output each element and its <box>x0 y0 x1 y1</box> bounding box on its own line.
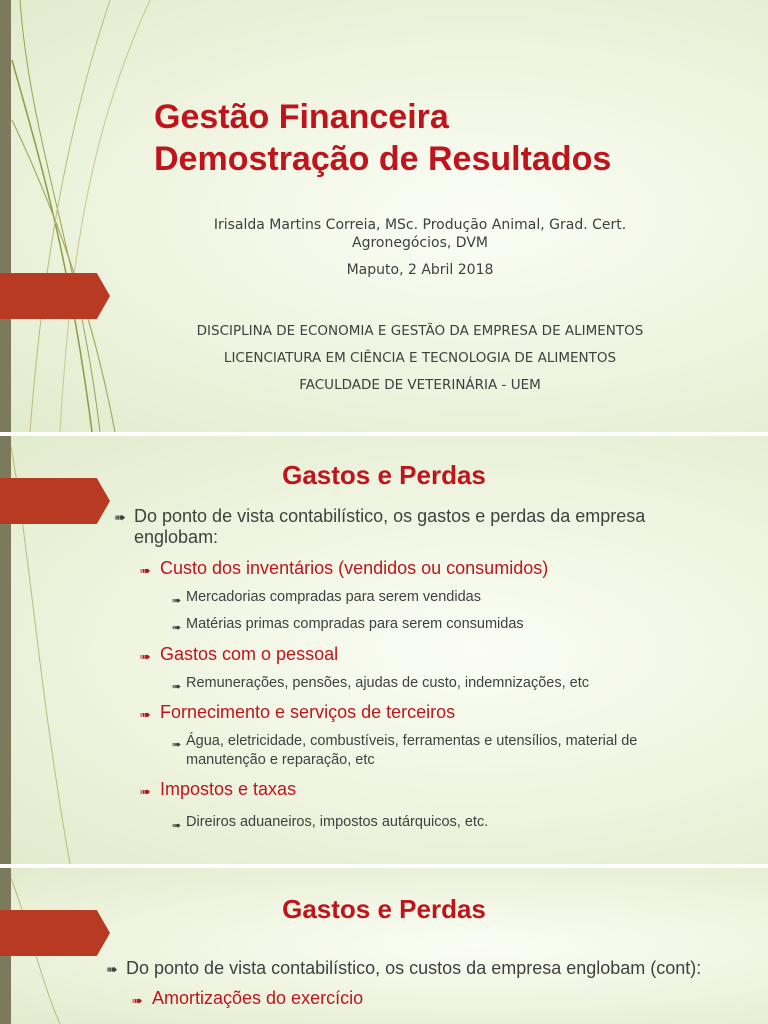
slide-title: Gastos e Perdas <box>282 460 486 490</box>
bullet-item-pessoal <box>140 644 338 668</box>
right-pointing-hand-arrow-icon: ➠ <box>140 564 151 579</box>
author-info <box>160 216 680 252</box>
bullet-item-impostos <box>140 779 296 803</box>
bullet-text: Impostos e taxas <box>160 779 297 799</box>
sub-bullet-text: Direiros aduaneiros, impostos autárquicos, etc. <box>186 814 489 830</box>
bullet-text: Do ponto de vista contabilístico, os gastos e perdas da empresa englobam: <box>134 506 646 547</box>
title-line-1: Gestão Financeira <box>154 98 449 136</box>
sub-bullet-text: Mercadorias compradas para serem vendidas <box>186 589 481 605</box>
sub-bullet <box>172 588 481 610</box>
course-info <box>160 318 680 399</box>
sub-bullet <box>172 674 589 696</box>
sub-bullet <box>172 813 488 835</box>
right-pointing-hand-arrow-icon: ➠ <box>114 510 126 526</box>
bullet-intro <box>106 958 701 981</box>
sub-bullet-text: Remunerações, pensões, ajudas de custo, indemnizações, etc <box>186 675 590 691</box>
bullet-item-amortizacoes <box>132 988 363 1012</box>
bullet-text: Amortizações do exercício <box>152 988 364 1008</box>
sub-bullet <box>172 732 712 770</box>
right-pointing-hand-arrow-icon: ➠ <box>172 738 182 751</box>
course-line-3: FACULDADE DE VETERINÁRIA - UEM <box>299 377 541 393</box>
title-slide <box>0 0 768 432</box>
author-line-2: Agronegócios, DVM <box>352 235 488 251</box>
content-slide-gastos-perdas <box>0 436 768 864</box>
bullet-intro <box>114 506 714 548</box>
right-pointing-hand-arrow-icon: ➠ <box>106 962 118 978</box>
bullet-text: Fornecimento e serviços de terceiros <box>160 702 456 722</box>
content-slide-gastos-perdas-cont <box>0 868 768 1024</box>
right-pointing-hand-arrow-icon: ➠ <box>140 708 151 723</box>
red-arrow-tab-icon <box>0 273 110 319</box>
presentation-date: Maputo, 2 Abril 2018 <box>346 262 494 278</box>
bullet-item-fornecimento <box>140 702 455 726</box>
page-title <box>154 96 611 180</box>
right-pointing-hand-arrow-icon: ➠ <box>172 680 182 693</box>
title-line-2: Demostração de Resultados <box>154 140 612 178</box>
bullet-text: Custo dos inventários (vendidos ou consumidos) <box>160 558 549 578</box>
bullet-item-inventarios <box>140 558 548 582</box>
right-pointing-hand-arrow-icon: ➠ <box>132 994 143 1009</box>
right-pointing-hand-arrow-icon: ➠ <box>172 621 182 634</box>
sub-bullet-text: Água, eletricidade, combustíveis, ferramentas e utensílios, material de manutenção e reparação, etc <box>186 733 638 768</box>
bullet-text: Gastos com o pessoal <box>160 644 339 664</box>
right-pointing-hand-arrow-icon: ➠ <box>172 594 182 607</box>
course-line-1: DISCIPLINA DE ECONOMIA E GESTÃO DA EMPRESA DE ALIMENTOS <box>196 323 644 339</box>
bullet-text: Do ponto de vista contabilístico, os custos da empresa englobam (cont): <box>126 958 702 978</box>
right-pointing-hand-arrow-icon: ➠ <box>140 650 151 665</box>
slide-title: Gastos e Perdas <box>282 894 486 924</box>
right-pointing-hand-arrow-icon: ➠ <box>172 819 182 832</box>
sub-bullet <box>172 615 524 637</box>
course-line-2: LICENCIATURA EM CIÊNCIA E TECNOLOGIA DE ALIMENTOS <box>223 350 617 366</box>
sub-bullet-text: Matérias primas compradas para serem consumidas <box>186 616 524 632</box>
author-line-1: Irisalda Martins Correia, MSc. Produção Animal, Grad. Cert. <box>213 217 627 233</box>
right-pointing-hand-arrow-icon: ➠ <box>140 785 151 800</box>
